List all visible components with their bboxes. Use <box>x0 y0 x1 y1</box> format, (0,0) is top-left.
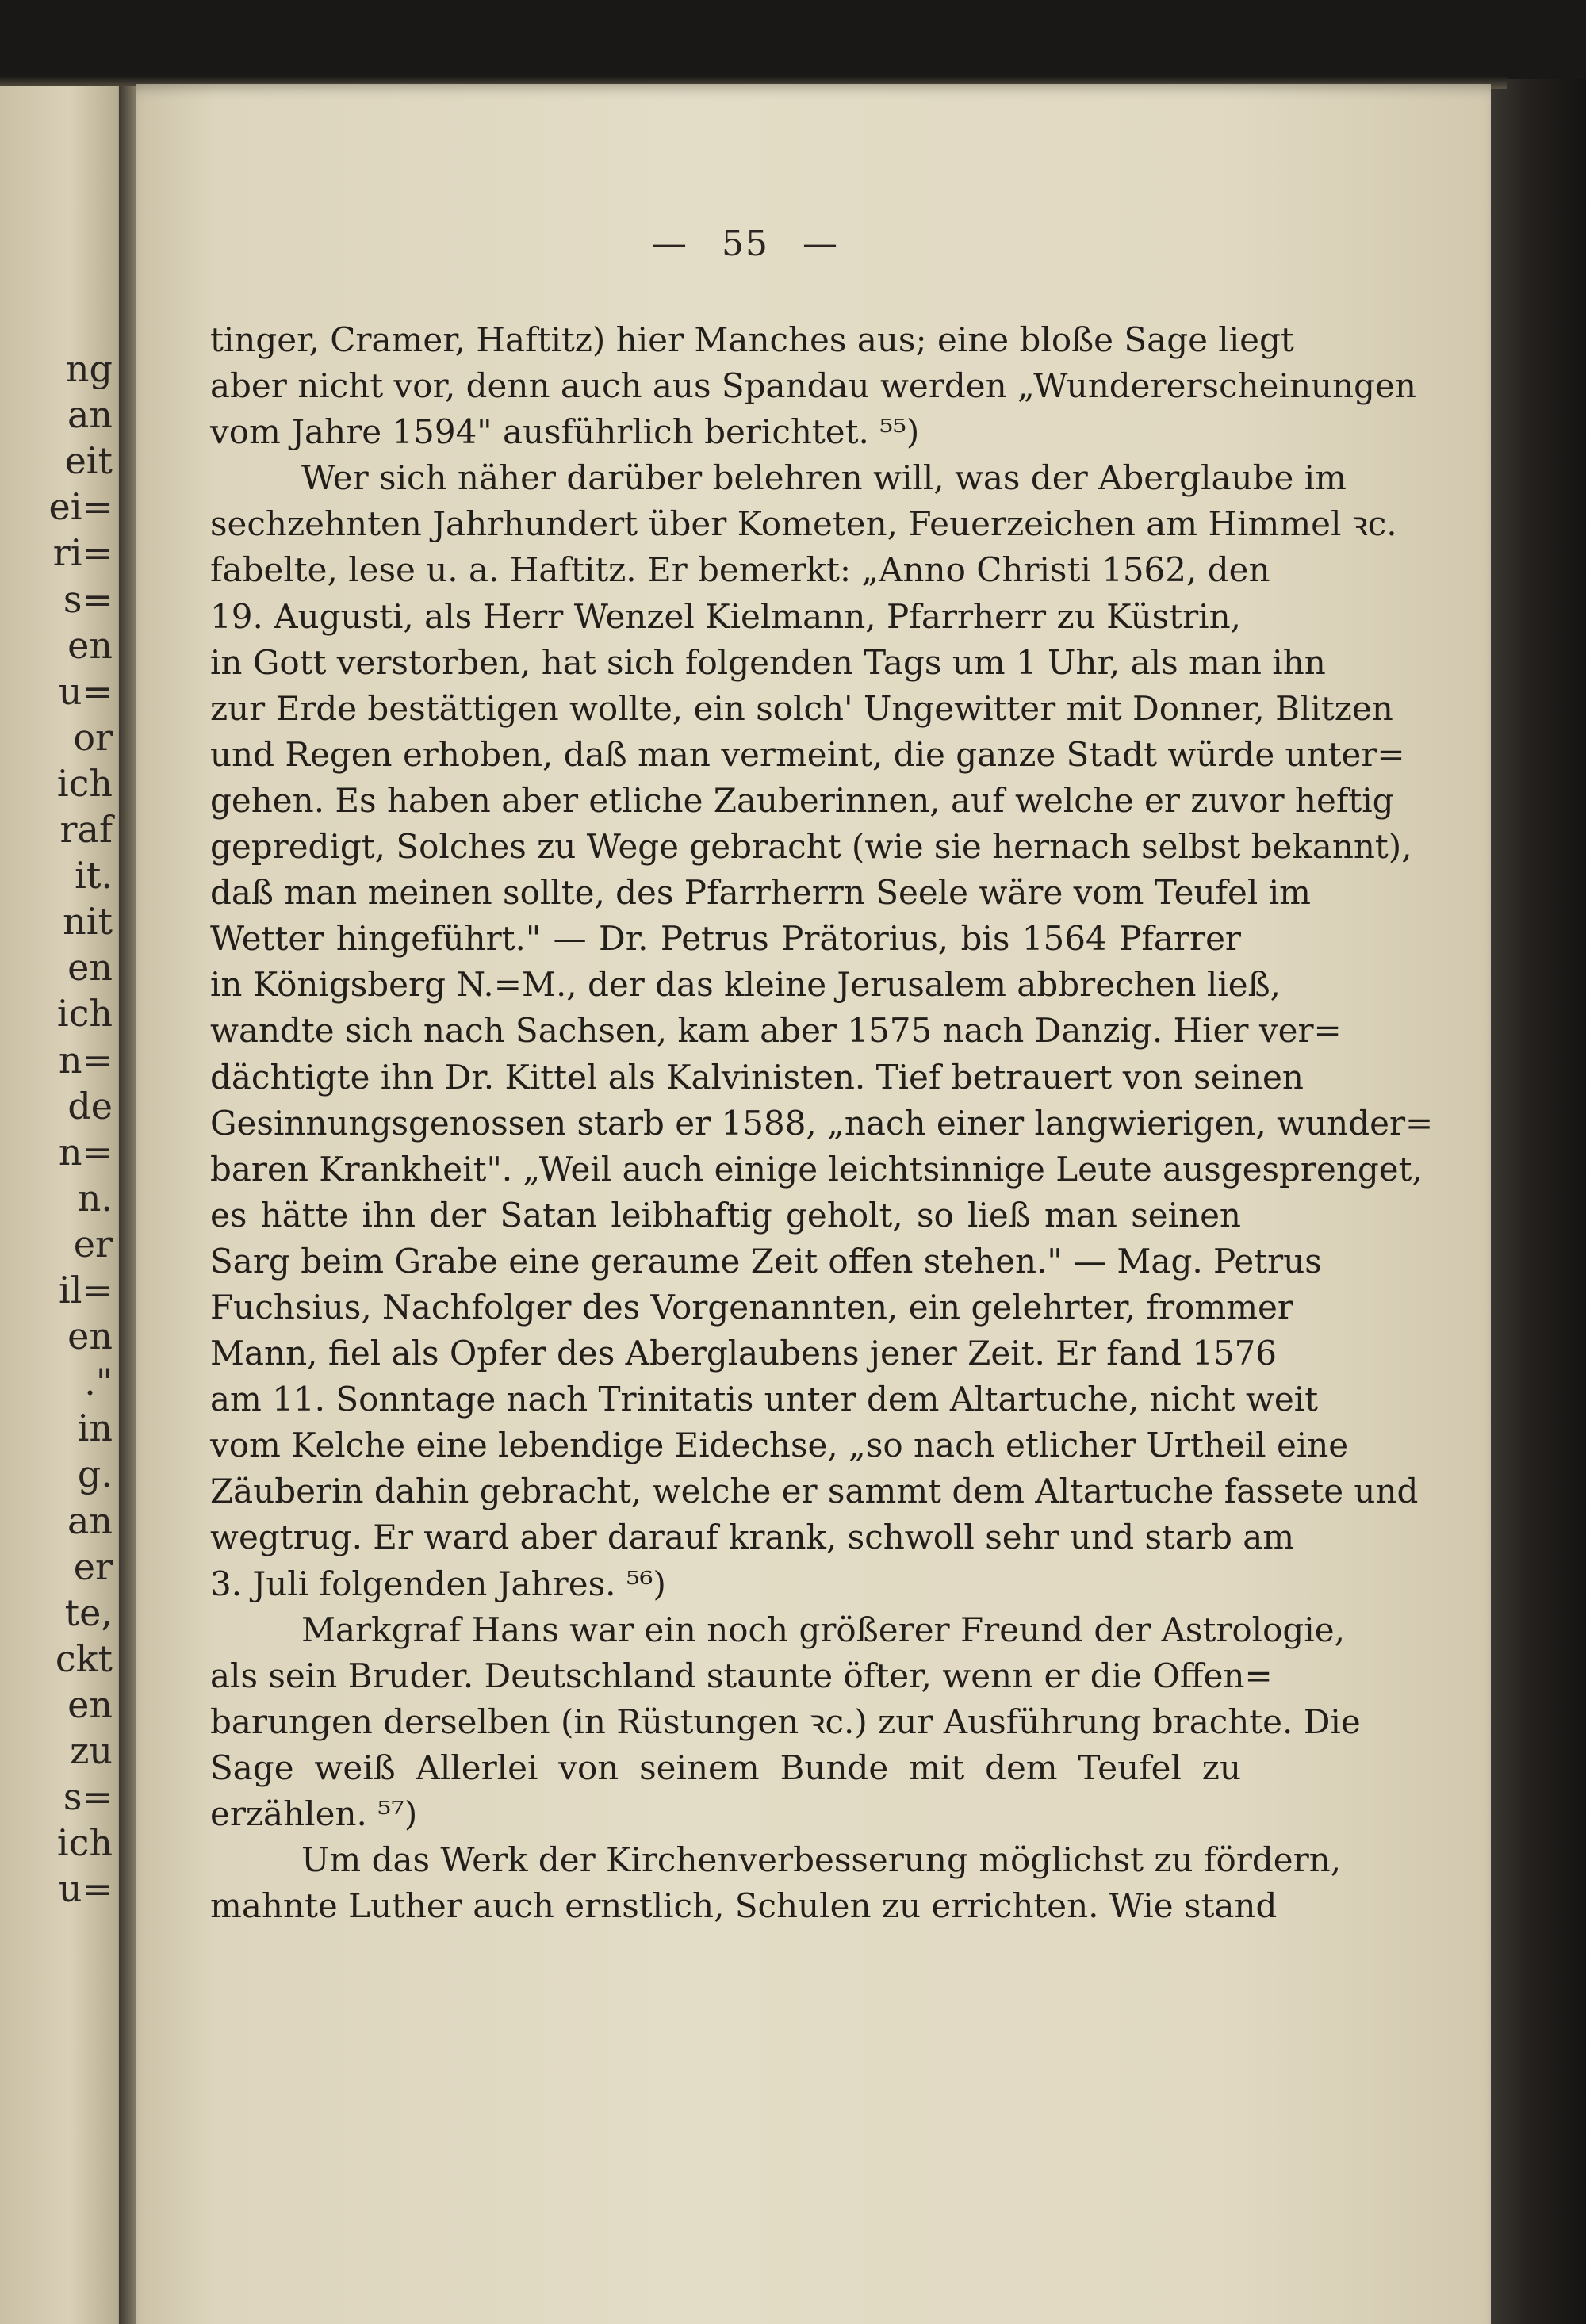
text-line: tinger, Cramer, Haftitz) hier Manches aus; eine bloße Sage liegt <box>210 320 1294 359</box>
previous-page-fragment: n= <box>58 1130 113 1173</box>
text-line: Gesinnungsgenossen starb er 1588, „nach einer langwierigen, wunder= <box>210 1103 1434 1143</box>
previous-page-fragment: g. <box>77 1453 113 1496</box>
previous-page-fragment: in <box>77 1407 113 1450</box>
previous-page-edge <box>0 86 127 2324</box>
text-line: Wer sich näher darüber belehren will, was der Aberglaube im <box>301 458 1347 498</box>
previous-page-fragment: ei= <box>48 485 113 529</box>
header-dash-left: — <box>652 224 688 264</box>
text-line: vom Kelche eine lebendige Eidechse, „so nach etlicher Urtheil eine <box>210 1426 1349 1465</box>
text-line: barungen derselben (in Rüstungen ꝛc.) zur Ausführung brachte. Die <box>210 1702 1361 1741</box>
text-line: erzählen. ⁵⁷) <box>210 1794 418 1833</box>
text-line: wegtrug. Er ward aber darauf krank, schwoll sehr und starb am <box>210 1518 1295 1557</box>
text-line: am 11. Sonntage nach Trinitatis unter dem Altartuche, nicht weit <box>210 1380 1319 1419</box>
previous-page-fragment: zu <box>70 1729 113 1772</box>
text-line: Fuchsius, Nachfolger des Vorgenannten, ein gelehrter, frommer <box>210 1287 1293 1327</box>
previous-page-fragment: nit <box>63 900 113 944</box>
text-line: Sarg beim Grabe eine geraume Zeit offen stehen." — Mag. Petrus <box>210 1241 1322 1281</box>
text-line: es hätte ihn der Satan leibhaftig geholt, so ließ man seinen <box>210 1195 1241 1235</box>
text-line: aber nicht vor, denn auch aus Spandau werden „Wundererscheinungen <box>210 366 1416 406</box>
previous-page-fragment: il= <box>59 1269 113 1311</box>
previous-page-fragment: en <box>67 946 113 990</box>
text-line: fabelte, lese u. a. Haftitz. Er bemerkt: „Anno Christi 1562, den <box>210 550 1270 590</box>
text-line: dächtigte ihn Dr. Kittel als Kalvinisten. Tief betrauert von seinen <box>210 1057 1304 1097</box>
text-line: Um das Werk der Kirchenverbesserung möglichst zu fördern, <box>301 1840 1342 1880</box>
text-line: und Regen erhoben, daß man vermeint, die ganze Stadt würde unter= <box>210 734 1405 774</box>
previous-page-fragment: en <box>67 623 113 667</box>
page-number: 55 <box>722 224 769 264</box>
text-line: Sage weiß Allerlei von seinem Bunde mit dem Teufel zu <box>210 1748 1241 1787</box>
book-board-edge <box>1491 79 1586 2324</box>
previous-page-fragment: er <box>73 1545 113 1588</box>
text-line: 19. Augusti, als Herr Wenzel Kielmann, Pfarrherr zu Küstrin, <box>210 596 1241 636</box>
previous-page-fragment: en <box>67 1315 113 1358</box>
previous-page-fragment: er <box>73 1222 113 1265</box>
text-line: zur Erde bestättigen wollte, ein solch' Ungewitter mit Donner, Blitzen <box>210 688 1393 728</box>
previous-page-fragment: u= <box>58 1867 113 1911</box>
previous-page-fragment: ckt <box>55 1637 113 1680</box>
text-line: 3. Juli folgenden Jahres. ⁵⁶) <box>210 1564 666 1603</box>
text-line: als sein Bruder. Deutschland staunte öfter, wenn er die Offen= <box>210 1656 1273 1695</box>
previous-page-fragment: an <box>67 1499 113 1542</box>
previous-page-fragment: en <box>67 1683 113 1726</box>
previous-page-fragment: ." <box>84 1361 113 1404</box>
previous-page-fragment: n. <box>77 1176 113 1219</box>
text-line: in Gott verstorben, hat sich folgenden Tags um 1 Uhr, als man ihn <box>210 642 1326 682</box>
text-line: in Königsberg N.=M., der das kleine Jerusalem abbrechen ließ, <box>210 965 1281 1005</box>
text-line: sechzehnten Jahrhundert über Kometen, Feuerzeichen am Himmel ꝛc. <box>210 504 1397 544</box>
previous-page-fragment: n= <box>58 1038 113 1082</box>
text-line: gehen. Es haben aber etliche Zauberinnen, auf welche er zuvor heftig <box>210 780 1394 820</box>
text-line: vom Jahre 1594" ausführlich berichtet. ⁵⁵) <box>210 412 920 452</box>
previous-page-fragment: ich <box>56 761 113 805</box>
text-line: daß man meinen sollte, des Pfarrherrn Seele wäre vom Teufel im <box>210 873 1311 913</box>
previous-page-fragment: de <box>67 1084 113 1128</box>
text-line: Wetter hingeführt." — Dr. Petrus Prätorius, bis 1564 Pfarrer <box>210 919 1241 959</box>
text-line: Mann, fiel als Opfer des Aberglaubens jener Zeit. Er fand 1576 <box>210 1334 1278 1373</box>
previous-page-fragment: u= <box>58 669 113 713</box>
previous-page-fragment: ich <box>56 992 113 1036</box>
previous-page-fragment: s= <box>63 577 113 621</box>
previous-page-fragment: s= <box>63 1775 113 1819</box>
previous-page-fragment: te, <box>64 1591 113 1634</box>
text-line: wandte sich nach Sachsen, kam aber 1575 nach Danzig. Hier ver= <box>210 1011 1342 1051</box>
previous-page-fragment: it. <box>75 854 113 898</box>
page-header <box>0 224 1491 264</box>
previous-page-fragment: ich <box>56 1821 113 1865</box>
previous-page-fragment: ri= <box>52 531 113 575</box>
previous-page-fragment: eit <box>64 439 113 483</box>
previous-page-fragment: ng <box>65 347 113 390</box>
header-dash-right: — <box>803 224 839 264</box>
text-line: baren Krankheit". „Weil auch einige leichtsinnige Leute ausgesprenget, <box>210 1149 1423 1189</box>
previous-page-fragment: raf <box>59 808 113 851</box>
text-line: mahnte Luther auch ernstlich, Schulen zu errichten. Wie stand <box>210 1886 1278 1926</box>
text-line: Zäuberin dahin gebracht, welche er sammt dem Altartuche fassete und <box>210 1472 1419 1511</box>
previous-page-fragment: or <box>73 715 113 759</box>
previous-page-fragment: an <box>67 393 113 437</box>
text-line: Markgraf Hans war ein noch größerer Freund der Astrologie, <box>301 1610 1345 1649</box>
body-text <box>210 317 1434 1929</box>
text-line: gepredigt, Solches zu Wege gebracht (wie sie hernach selbst bekannt), <box>210 827 1412 867</box>
